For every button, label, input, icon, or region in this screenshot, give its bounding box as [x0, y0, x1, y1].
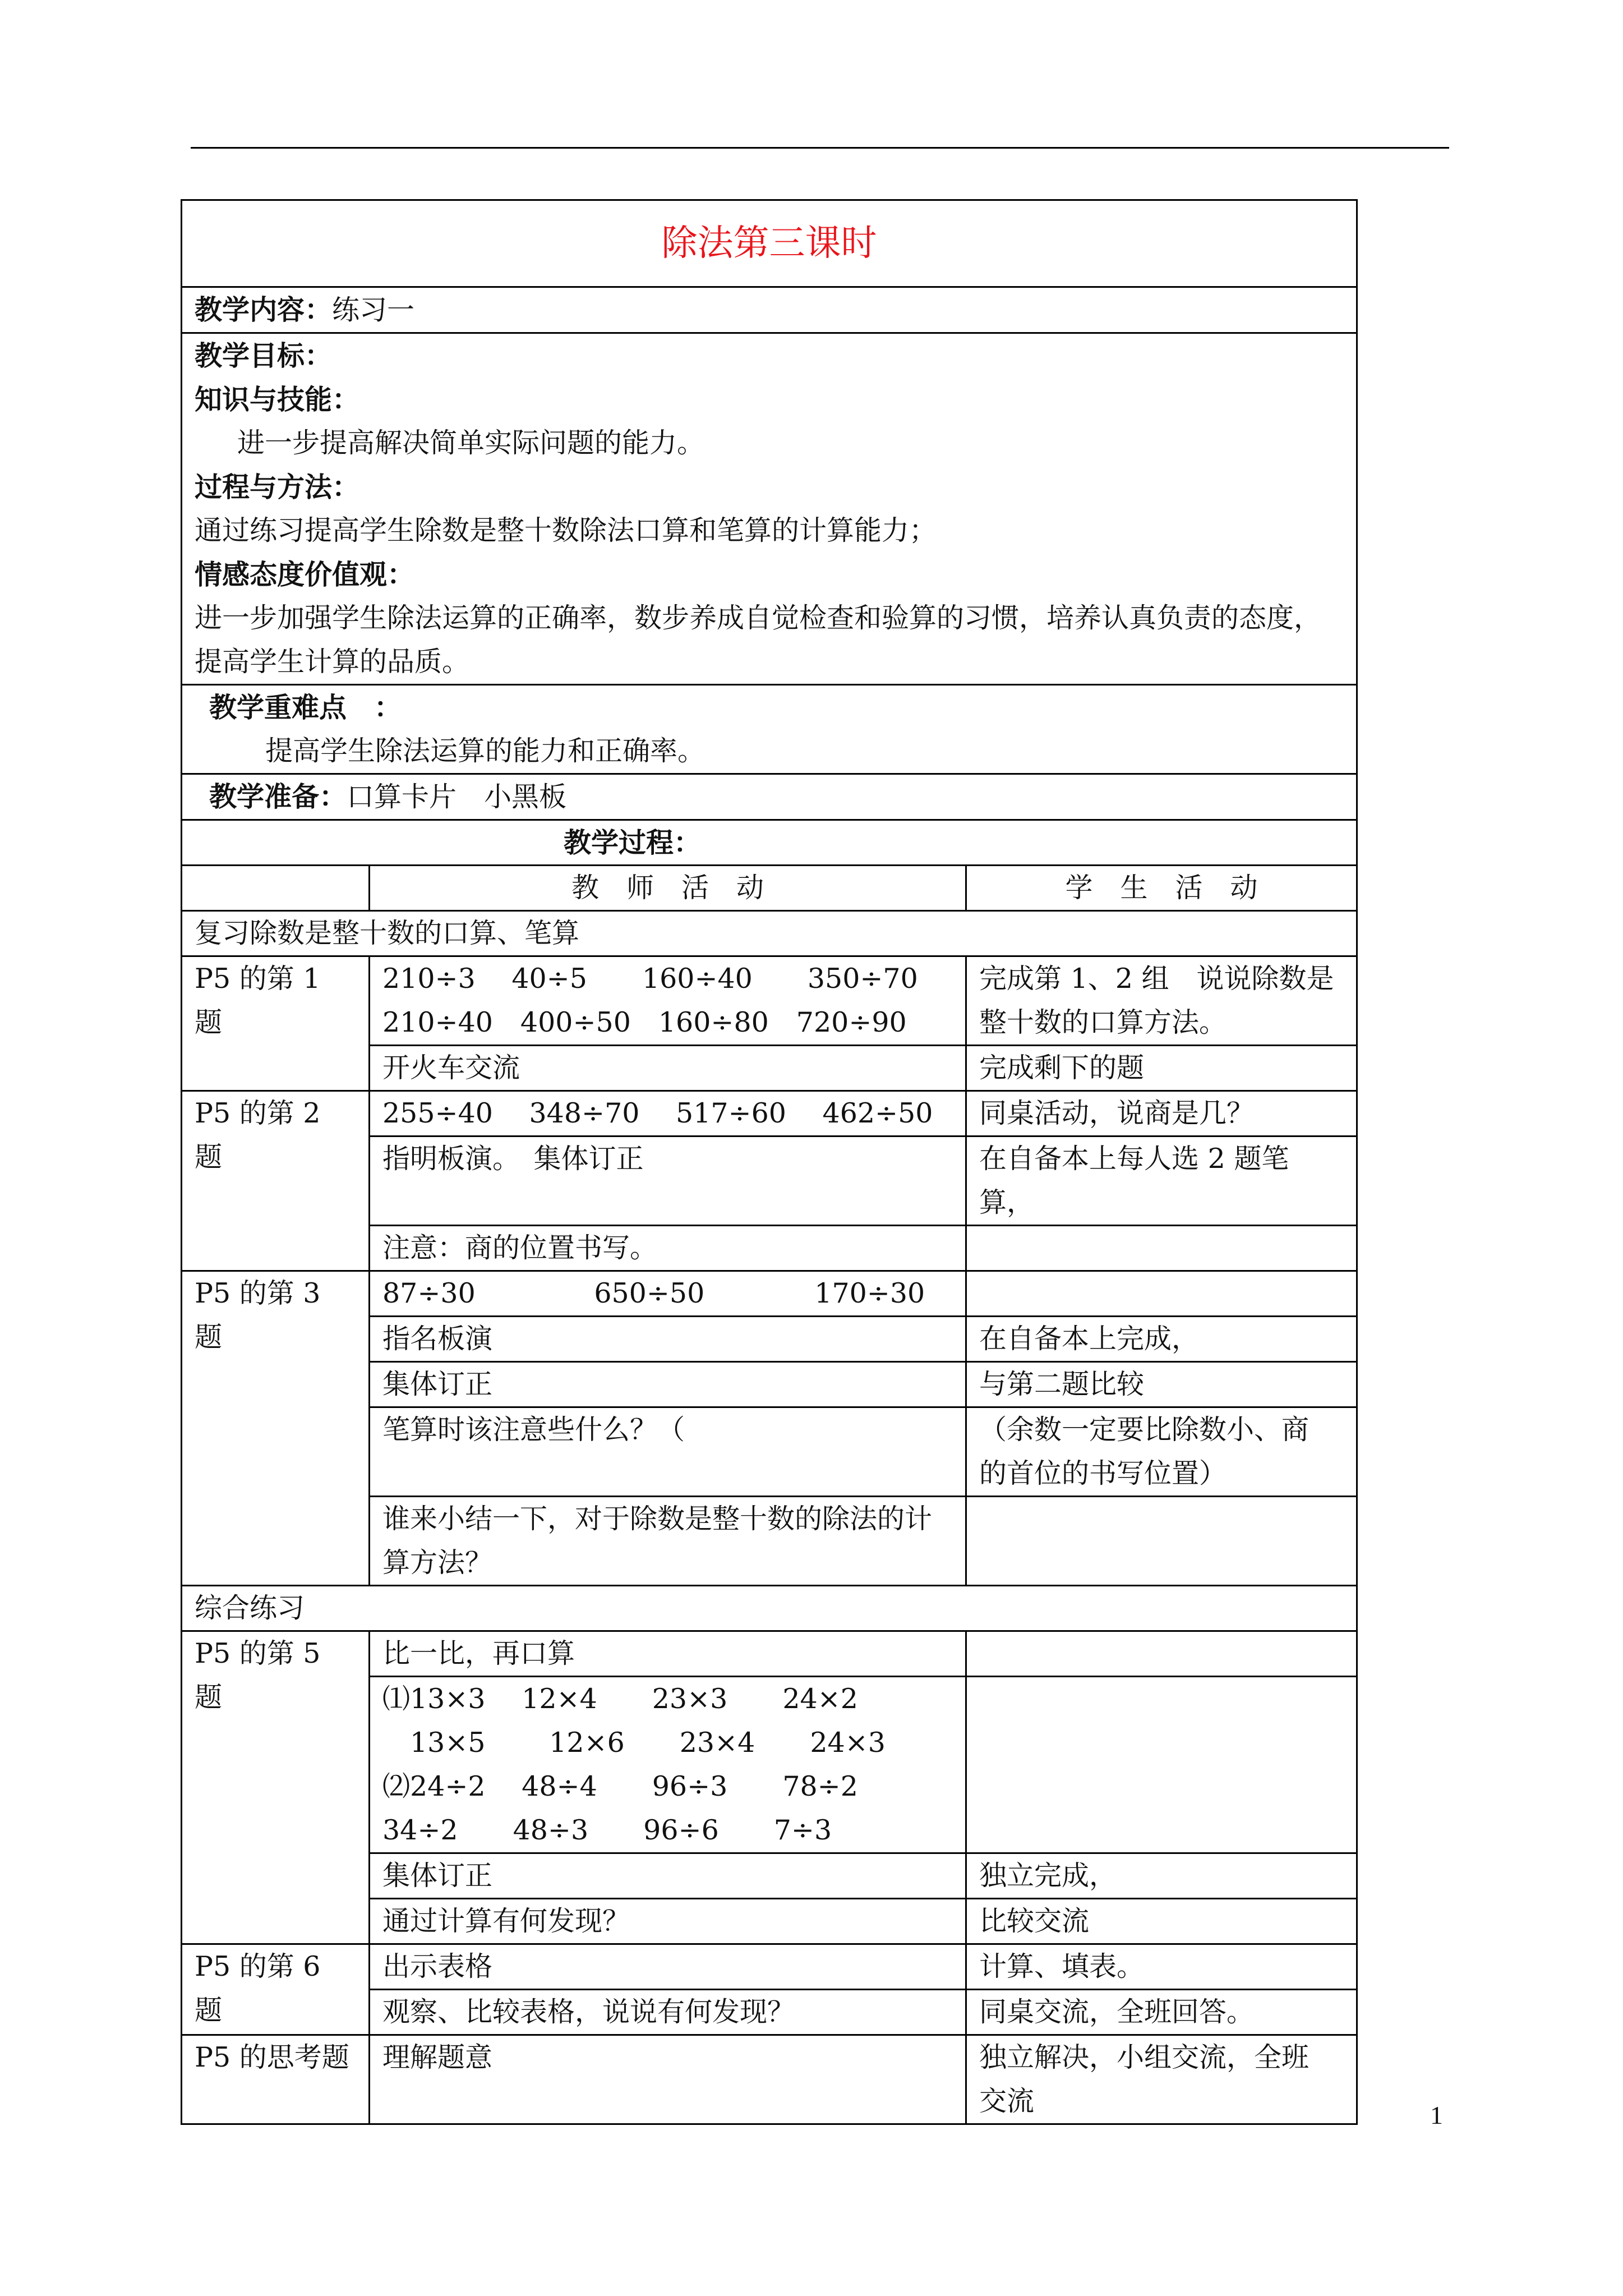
- preparation-label: 教学准备：: [209, 780, 347, 813]
- teacher-cell: 开火车交流: [370, 1046, 966, 1091]
- student-cell: [966, 1407, 1357, 1497]
- process-text: 通过练习提高学生除数是整十数除法口算和笔算的计算能力；: [195, 514, 937, 546]
- student-line: 完成第 1、2 组 说说除数是: [979, 963, 1334, 995]
- student-line: 交流: [979, 2085, 1035, 2117]
- section-row: [182, 911, 1357, 956]
- student-cell: [966, 1226, 1357, 1271]
- teacher-line: 谁来小结一下，对于除数是整十数的除法的计: [382, 1503, 933, 1535]
- row-label: P5 的第 1 题: [182, 956, 370, 1091]
- table-row: [182, 2035, 1357, 2124]
- student-cell: 在自备本上每人选 2 题笔算，: [966, 1137, 1357, 1226]
- teacher-cell: 指明板演。 集体订正: [370, 1137, 966, 1226]
- row-label: P5 的第 3 题: [182, 1271, 370, 1586]
- section-row: [182, 1586, 1357, 1631]
- table-row: [182, 1091, 1357, 1137]
- teacher-cell: 集体订正: [370, 1362, 966, 1407]
- process-heading: 教学过程：: [182, 820, 1357, 866]
- exercise-line: ⑴13×3 12×4 23×3 24×2: [382, 1683, 858, 1715]
- emotion-text-1: 进一步加强学生除法运算的正确率，数步养成自觉检查和验算的习惯，培养认真负责的态度，: [195, 602, 1322, 634]
- exercise-line: 210÷3 40÷5 160÷40 350÷70: [382, 963, 918, 995]
- row-label: P5 的第 5 题: [182, 1631, 370, 1944]
- teacher-cell: 出示表格: [370, 1944, 966, 1990]
- student-cell: 同桌交流，全班回答。: [966, 1990, 1357, 2035]
- page-title: 除法第三课时: [182, 200, 1357, 287]
- objectives-cell: [182, 333, 1357, 685]
- student-cell: [966, 1271, 1357, 1317]
- table-row: [182, 956, 1357, 1046]
- emotion-text-2: 提高学生计算的品质。: [195, 646, 470, 678]
- objectives-row: [182, 333, 1357, 685]
- student-cell: 完成剩下的题: [966, 1046, 1357, 1091]
- row-label: P5 的思考题: [182, 2035, 370, 2124]
- student-cell: [966, 956, 1357, 1046]
- process-label: 过程与方法：: [195, 471, 360, 503]
- teacher-cell: 观察、比较表格，说说有何发现？: [370, 1990, 966, 2035]
- preparation-row: [182, 774, 1357, 820]
- teacher-cell: 指名板演: [370, 1317, 966, 1362]
- student-line: （余数一定要比除数小、商: [979, 1414, 1310, 1446]
- objectives-label: 教学目标：: [195, 339, 333, 372]
- student-cell: [966, 2035, 1357, 2124]
- teacher-cell: 理解题意: [370, 2035, 966, 2124]
- content-cell: [182, 287, 1357, 333]
- student-cell: 计算、填表。: [966, 1944, 1357, 1990]
- preparation-cell: [182, 774, 1357, 820]
- teacher-cell: [370, 1677, 966, 1853]
- table-row: [182, 1631, 1357, 1677]
- student-cell: 同桌活动，说商是几？: [966, 1091, 1357, 1137]
- teacher-cell: 通过计算有何发现？: [370, 1899, 966, 1944]
- student-cell: 独立完成，: [966, 1853, 1357, 1899]
- knowledge-text: 进一步提高解决简单实际问题的能力。: [237, 427, 705, 459]
- teacher-cell: 255÷40 348÷70 517÷60 462÷50: [370, 1091, 966, 1137]
- exercise-line: ⑵24÷2 48÷4 96÷3 78÷2: [382, 1770, 858, 1802]
- teacher-line: 算方法？: [382, 1547, 493, 1579]
- content-value: 练习一: [332, 294, 415, 326]
- section-review: 复习除数是整十数的口算、笔算: [182, 911, 1357, 956]
- table-row: [182, 1944, 1357, 1990]
- header-rule: [191, 147, 1449, 149]
- student-cell: [966, 1631, 1357, 1677]
- student-cell: 在自备本上完成，: [966, 1317, 1357, 1362]
- table-row: [182, 1271, 1357, 1317]
- student-line: 的首位的书写位置）: [979, 1457, 1227, 1489]
- emotion-label: 情感态度价值观：: [195, 558, 415, 591]
- exercise-line: 34÷2 48÷3 96÷6 7÷3: [382, 1814, 832, 1846]
- header-blank: [182, 866, 370, 911]
- student-cell: [966, 1497, 1357, 1586]
- lesson-plan-table: [181, 199, 1358, 2125]
- teacher-cell: 集体订正: [370, 1853, 966, 1899]
- content-row: [182, 287, 1357, 333]
- row-label: P5 的第 6 题: [182, 1944, 370, 2035]
- teacher-cell: [370, 1497, 966, 1586]
- page-number: 1: [1430, 2101, 1443, 2129]
- key-points-label: 教学重难点 ：: [209, 691, 402, 724]
- exercise-line: 13×5 12×6 23×4 24×3: [382, 1727, 886, 1759]
- student-line: 独立解决，小组交流，全班: [979, 2041, 1310, 2073]
- process-heading-row: [182, 820, 1357, 866]
- student-line: 整十数的口算方法。: [979, 1006, 1227, 1038]
- student-cell: 比较交流: [966, 1899, 1357, 1944]
- teacher-header: 教 师 活 动: [370, 866, 966, 911]
- teacher-cell: [370, 956, 966, 1046]
- student-cell: 与第二题比较: [966, 1362, 1357, 1407]
- preparation-value: 口算卡片 小黑板: [347, 781, 567, 813]
- student-cell: [966, 1677, 1357, 1853]
- teacher-cell: 比一比，再口算: [370, 1631, 966, 1677]
- teacher-cell: 注意：商的位置书写。: [370, 1226, 966, 1271]
- key-points-row: [182, 685, 1357, 774]
- exercise-line: 210÷40 400÷50 160÷80 720÷90: [382, 1006, 907, 1038]
- title-row: [182, 200, 1357, 287]
- knowledge-label: 知识与技能：: [195, 383, 360, 416]
- teacher-cell: 87÷30 650÷50 170÷30: [370, 1271, 966, 1317]
- key-points-cell: [182, 685, 1357, 774]
- section-comprehensive: 综合练习: [182, 1586, 1357, 1631]
- teacher-cell: 笔算时该注意些什么？（: [370, 1407, 966, 1497]
- student-header: 学 生 活 动: [966, 866, 1357, 911]
- row-label: P5 的第 2 题: [182, 1091, 370, 1271]
- content-label: 教学内容：: [195, 293, 333, 326]
- key-points-text: 提高学生除法运算的能力和正确率。: [265, 735, 706, 767]
- column-header-row: [182, 866, 1357, 911]
